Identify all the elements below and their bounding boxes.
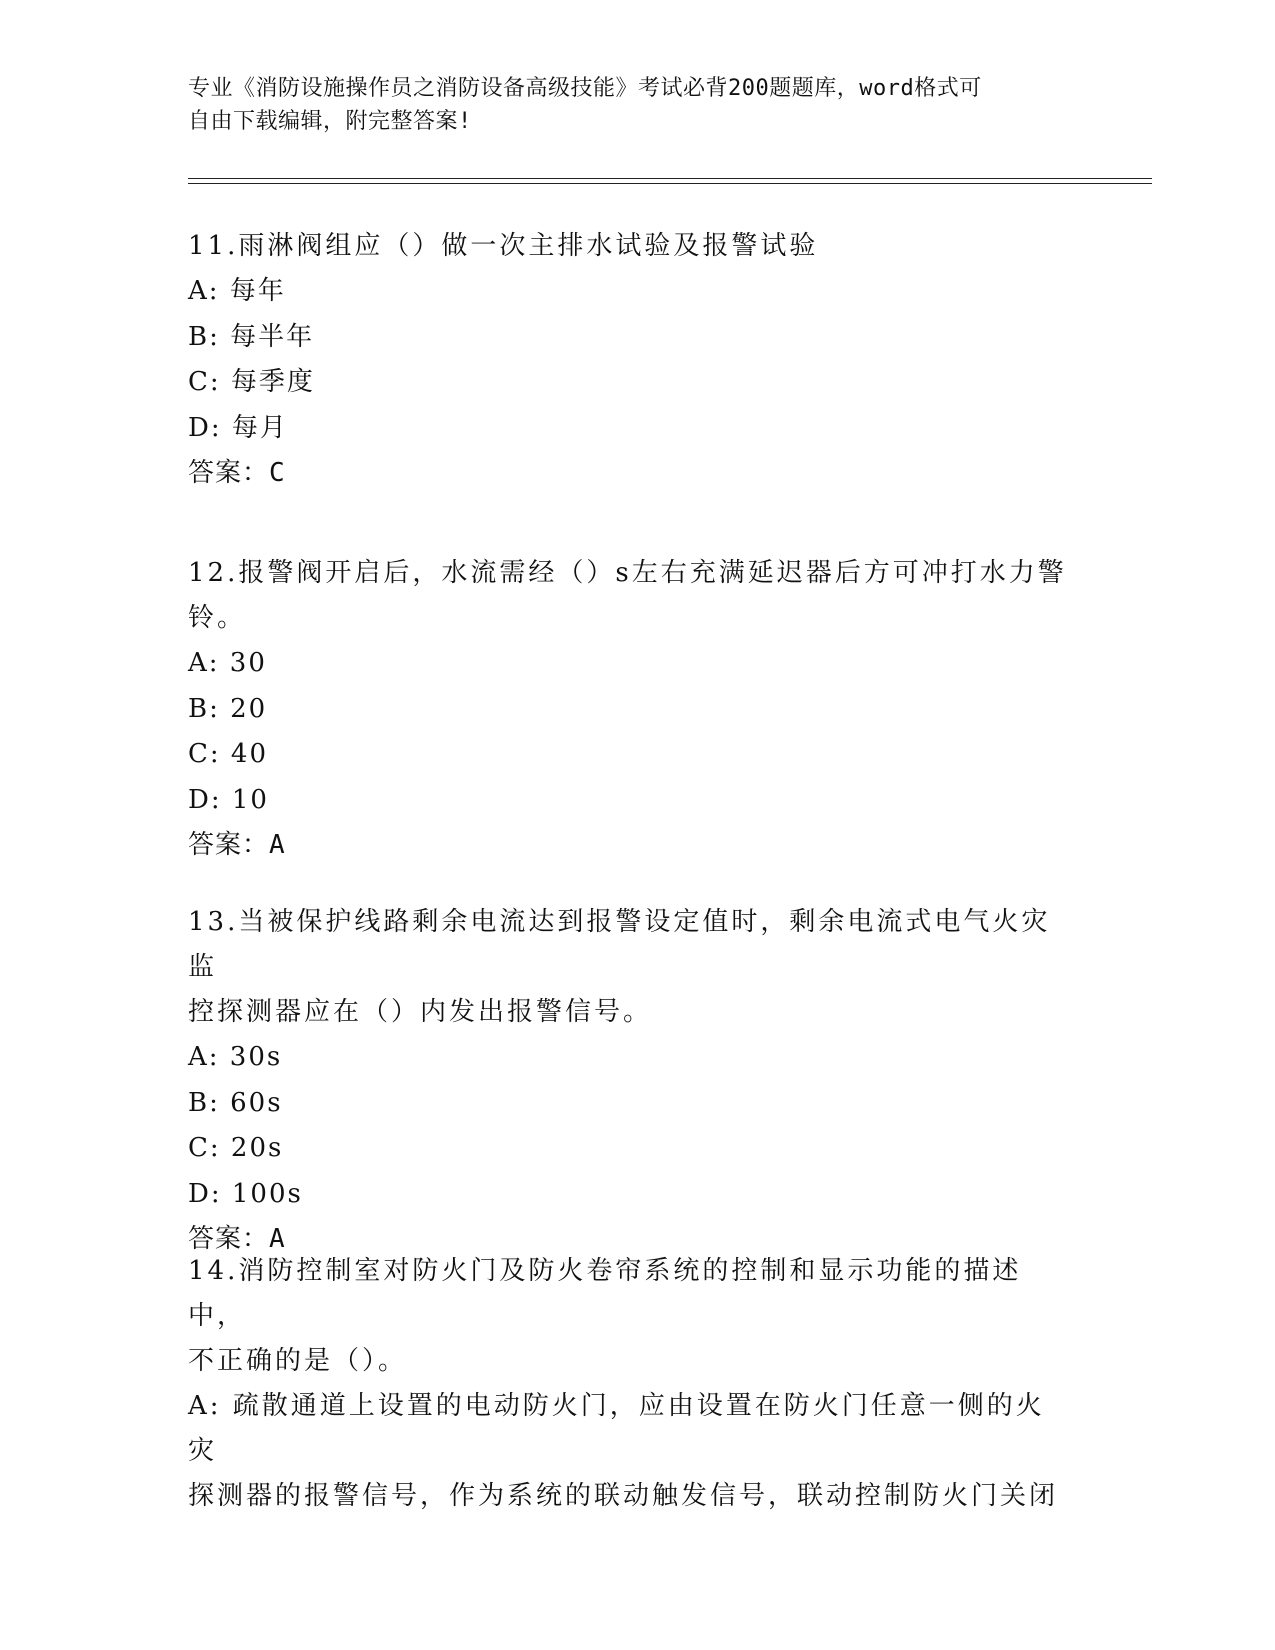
header-line-2: 自由下载编辑，附完整答案!	[188, 109, 472, 134]
question-13	[188, 900, 1068, 1262]
option-a-line-1: A: 疏散通道上设置的电动防火门，应由设置在防火门任意一侧的火灾	[188, 1391, 1045, 1466]
option-a: A: 30	[188, 648, 267, 678]
option-b: B: 20	[188, 693, 268, 724]
option-d: D: 10	[188, 784, 269, 815]
answer: 答案：C	[188, 458, 286, 488]
question-stem-line-2: 控探测器应在（）内发出报警信号。	[188, 997, 653, 1027]
option-a: A: 30s	[188, 1042, 283, 1072]
header-line-1: 专业《消防设施操作员之消防设备高级技能》考试必背200题题库，word格式可	[188, 76, 982, 101]
option-c: C: 每季度	[188, 367, 315, 397]
question-12	[188, 551, 1068, 868]
option-b: B: 60s	[188, 1087, 283, 1118]
question-stem-line-1: 14.消防控制室对防火门及防火卷帘系统的控制和显示功能的描述中，	[188, 1256, 1022, 1331]
option-c: C: 20s	[188, 1133, 284, 1163]
option-a: A: 每年	[188, 276, 286, 306]
header-divider-top	[188, 178, 1152, 179]
header-divider-bottom	[188, 183, 1152, 184]
question-stem-line-2: 铃。	[188, 603, 247, 633]
option-a-line-2: 探测器的报警信号，作为系统的联动触发信号，联动控制防火门关闭	[188, 1481, 1059, 1511]
document-header	[188, 72, 1068, 138]
option-d: D: 100s	[188, 1178, 303, 1209]
question-14	[188, 1249, 1068, 1519]
question-stem: 11.雨淋阀组应（）做一次主排水试验及报警试验	[188, 231, 819, 261]
answer: 答案：A	[188, 830, 286, 860]
question-11	[188, 224, 1068, 496]
question-stem-line-2: 不正确的是（）。	[188, 1346, 408, 1376]
question-stem-line-1: 13.当被保护线路剩余电流达到报警设定值时，剩余电流式电气火灾监	[188, 907, 1051, 982]
option-b: B: 每半年	[188, 321, 315, 352]
option-d: D: 每月	[188, 412, 288, 443]
answer: 答案：A	[188, 1224, 286, 1254]
question-stem-line-1: 12.报警阀开启后，水流需经（）s左右充满延迟器后方可冲打水力警	[188, 558, 1067, 588]
option-c: C: 40	[188, 739, 269, 769]
